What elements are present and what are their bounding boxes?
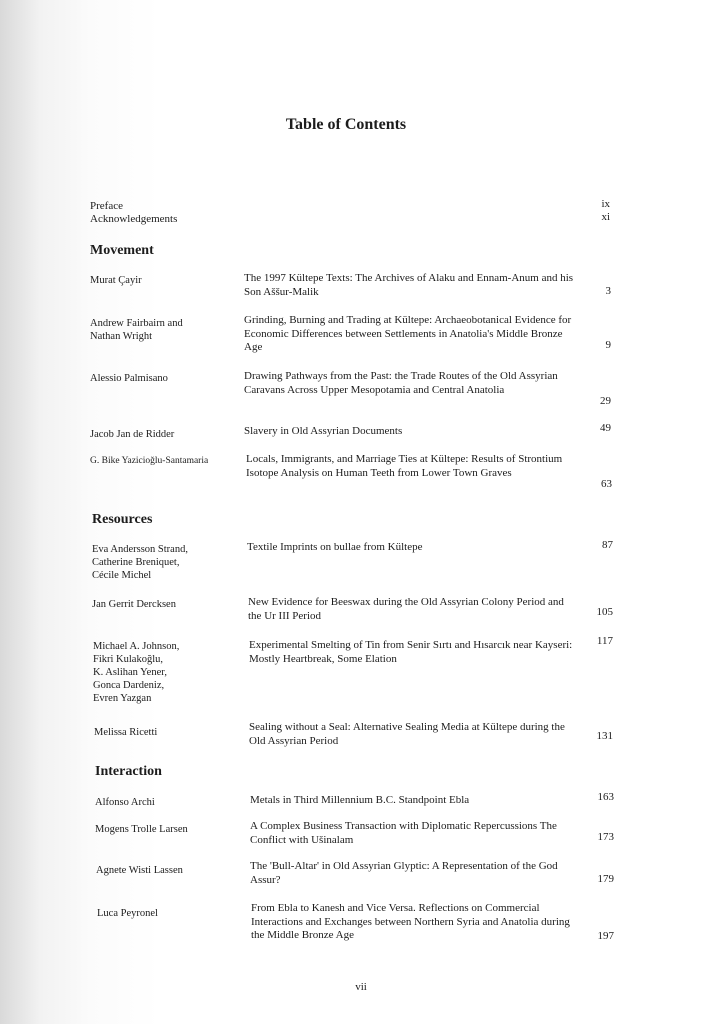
entry-title[interactable]: Experimental Smelting of Tin from Senir Sırtı and Hısarcık near Kayseri: Mostly Heartbreak, Some Elation — [249, 639, 573, 665]
entry-authors: Melissa Ricetti — [94, 727, 158, 738]
section-heading: Resources — [92, 512, 153, 527]
entry-title[interactable]: From Ebla to Kanesh and Vice Versa. Reflections on Commercial Interactions and Exchanges between Northern Syria and Anatolia during the Middle Bronze Age — [251, 902, 570, 941]
entry-title[interactable]: Grinding, Burning and Trading at Kültepe: Archaeobotanical Evidence for Economic Differences between Settlements in Anatolia's Middle Bronze Age — [244, 314, 572, 353]
entry-authors: Murat Çayir — [90, 275, 142, 286]
front-matter-label[interactable]: Preface — [90, 200, 123, 212]
front-matter-page: ix — [601, 198, 610, 210]
entry-title[interactable]: Slavery in Old Assyrian Documents — [244, 425, 403, 437]
entry-authors: Agnete Wisti Lassen — [96, 865, 183, 876]
page-number: vii — [355, 981, 367, 993]
entry-page: 105 — [596, 606, 613, 618]
entry-page: 163 — [597, 791, 614, 803]
section-heading: Interaction — [95, 764, 162, 779]
entry-title[interactable]: The 1997 Kültepe Texts: The Archives of Alaku and Ennam-Anum and his Son Aššur-Malik — [244, 272, 574, 298]
entry-title[interactable]: New Evidence for Beeswax during the Old Assyrian Colony Period and the Ur III Period — [248, 596, 564, 622]
entry-title[interactable]: A Complex Business Transaction with Diplomatic Repercussions The Conflict with Ušinalam — [250, 820, 557, 846]
section-heading: Movement — [90, 243, 154, 258]
entry-title[interactable]: Textile Imprints on bullae from Kültepe — [247, 541, 423, 553]
entry-page: 197 — [597, 930, 614, 942]
entry-authors: Eva Andersson Strand, Catherine Breniquet, Cécile Michel — [92, 544, 188, 581]
entry-authors: Michael A. Johnson, Fikri Kulakoğlu, K. Aslihan Yener, Gonca Dardeniz, Evren Yazgan — [93, 641, 180, 704]
front-matter-page: xi — [601, 211, 610, 223]
entry-authors: Alessio Palmisano — [90, 373, 168, 384]
entry-authors: Luca Peyronel — [97, 908, 158, 919]
entry-page: 179 — [597, 873, 614, 885]
entry-authors: Andrew Fairbairn and Nathan Wright — [90, 318, 183, 342]
entry-title[interactable]: The 'Bull-Altar' in Old Assyrian Glyptic: A Representation of the God Assur? — [250, 860, 558, 886]
entry-authors: G. Bike Yazicioğlu-Santamaria — [90, 456, 209, 466]
entry-title[interactable]: Sealing without a Seal: Alternative Sealing Media at Kültepe during the Old Assyrian Period — [249, 721, 565, 747]
entry-title[interactable]: Drawing Pathways from the Past: the Trade Routes of the Old Assyrian Caravans Across Upper Mesopotamia and Central Anatolia — [244, 370, 558, 396]
entry-page: 173 — [597, 831, 614, 843]
entry-page: 3 — [605, 285, 611, 297]
front-matter-label[interactable]: Acknowledgements — [90, 213, 178, 225]
entry-title[interactable]: Locals, Immigrants, and Marriage Ties at Kültepe: Results of Strontium Isotope Analysis on Human Teeth from Lower Town Graves — [246, 453, 563, 479]
page-title: Table of Contents — [285, 116, 407, 133]
entry-page: 9 — [605, 339, 611, 351]
entry-title[interactable]: Metals in Third Millennium B.C. Standpoint Ebla — [250, 794, 470, 806]
entry-page: 29 — [600, 395, 611, 407]
entry-authors: Alfonso Archi — [95, 797, 155, 808]
entry-authors: Mogens Trolle Larsen — [95, 824, 188, 835]
entry-page: 63 — [601, 478, 612, 490]
entry-page: 87 — [602, 539, 613, 551]
entry-page: 117 — [596, 635, 613, 647]
entry-authors: Jacob Jan de Ridder — [90, 429, 175, 440]
entry-page: 131 — [596, 730, 613, 742]
entry-page: 49 — [600, 422, 611, 434]
entry-authors: Jan Gerrit Dercksen — [92, 599, 176, 610]
